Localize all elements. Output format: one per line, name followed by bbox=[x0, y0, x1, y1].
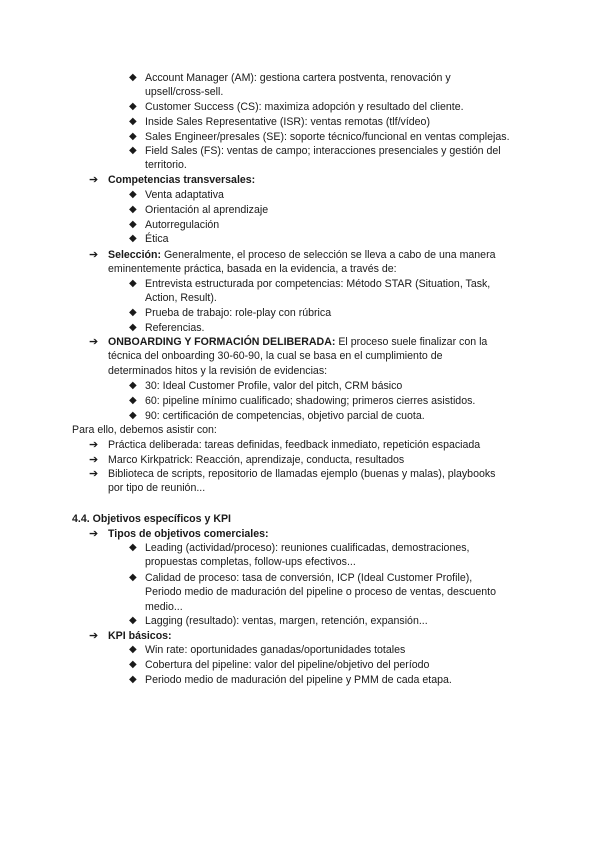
list-item: Customer Success (CS): maximiza adopción y resultado del cliente. bbox=[145, 101, 464, 113]
bullet-diamond-icon: ◆ bbox=[129, 615, 137, 626]
bullet-arrow-icon: ➔ bbox=[89, 630, 99, 642]
list-item: Autorregulación bbox=[145, 219, 220, 231]
bullet-diamond-icon: ◆ bbox=[129, 307, 137, 318]
list-item: Marco Kirkpatrick: Reacción, aprendizaje, conducta, resultados bbox=[108, 454, 405, 466]
list-item: Venta adaptativa bbox=[145, 189, 224, 201]
bullet-diamond-icon: ◆ bbox=[129, 278, 137, 289]
list-item: Periodo medio de maduración del pipeline y PMM de cada etapa. bbox=[145, 674, 452, 686]
bullet-arrow-icon: ➔ bbox=[89, 174, 99, 186]
list-item: 30: Ideal Customer Profile, valor del pitch, CRM básico bbox=[145, 380, 403, 392]
list-item: Account Manager (AM): gestiona cartera postventa, renovación y upsell/cross-sell. bbox=[145, 72, 451, 99]
competencias-title: Competencias transversales: bbox=[108, 174, 256, 186]
bullet-arrow-icon: ➔ bbox=[89, 454, 99, 466]
bullet-diamond-icon: ◆ bbox=[129, 72, 137, 83]
para-ello-intro: Para ello, debemos asistir con: bbox=[72, 424, 217, 436]
list-item: Sales Engineer/presales (SE): soporte técnico/funcional en ventas complejas. bbox=[145, 131, 510, 143]
bullet-diamond-icon: ◆ bbox=[129, 145, 137, 156]
bullet-diamond-icon: ◆ bbox=[129, 542, 137, 553]
tipos-title: Tipos de objetivos comerciales: bbox=[108, 528, 269, 540]
bullet-diamond-icon: ◆ bbox=[129, 410, 137, 421]
bullet-diamond-icon: ◆ bbox=[129, 219, 137, 230]
bullet-arrow-icon: ➔ bbox=[89, 249, 99, 261]
list-item: Inside Sales Representative (ISR): ventas remotas (tlf/vídeo) bbox=[145, 116, 430, 128]
bullet-diamond-icon: ◆ bbox=[129, 572, 137, 583]
bullet-diamond-icon: ◆ bbox=[129, 189, 137, 200]
bullet-arrow-icon: ➔ bbox=[89, 528, 99, 540]
list-item: 90: certificación de competencias, objetivo parcial de cuota. bbox=[145, 410, 425, 422]
bullet-diamond-icon: ◆ bbox=[129, 204, 137, 215]
list-item: Práctica deliberada: tareas definidas, feedback inmediato, repetición espaciada bbox=[108, 439, 481, 451]
bullet-diamond-icon: ◆ bbox=[129, 674, 137, 685]
bullet-diamond-icon: ◆ bbox=[129, 659, 137, 670]
list-item: Field Sales (FS): ventas de campo; interacciones presenciales y gestión del territorio. bbox=[145, 145, 501, 172]
list-item: Referencias. bbox=[145, 322, 205, 334]
bullet-arrow-icon: ➔ bbox=[89, 336, 99, 348]
list-item: Calidad de proceso: tasa de conversión, ICP (Ideal Customer Profile), Periodo medio de maduración del pipeline o proceso de ventas, descuento medio... bbox=[145, 572, 497, 613]
bullet-diamond-icon: ◆ bbox=[129, 131, 137, 142]
list-item: Orientación al aprendizaje bbox=[145, 204, 269, 216]
list-item: Cobertura del pipeline: valor del pipeline/objetivo del período bbox=[145, 659, 430, 671]
bullet-diamond-icon: ◆ bbox=[129, 380, 137, 391]
bullet-diamond-icon: ◆ bbox=[129, 233, 137, 244]
bullet-diamond-icon: ◆ bbox=[129, 322, 137, 333]
seleccion-paragraph: Selección: Generalmente, el proceso de selección se lleva a cabo de una manera eminentemente práctica, basada en la evidencia, a través de: bbox=[108, 249, 496, 276]
list-item: Lagging (resultado): ventas, margen, retención, expansión... bbox=[145, 615, 428, 627]
list-item: Entrevista estructurada por competencias: Método STAR (Situation, Task, Action, Result). bbox=[145, 278, 491, 305]
bullet-arrow-icon: ➔ bbox=[89, 468, 99, 480]
bullet-diamond-icon: ◆ bbox=[129, 116, 137, 127]
bullet-diamond-icon: ◆ bbox=[129, 395, 137, 406]
list-item: Win rate: oportunidades ganadas/oportunidades totales bbox=[145, 644, 406, 656]
kpi-title: KPI básicos: bbox=[108, 630, 172, 642]
list-item: 60: pipeline mínimo cualificado; shadowing; primeros cierres asistidos. bbox=[145, 395, 476, 407]
onboarding-paragraph: ONBOARDING Y FORMACIÓN DELIBERADA: El proceso suele finalizar con la técnica del onboarding 30-60-90, la cual se basa en el cumplimiento de determinados hitos y la revisión de evidencias: bbox=[108, 336, 488, 377]
list-item: Ética bbox=[145, 233, 169, 245]
list-item: Leading (actividad/proceso): reuniones cualificadas, demostraciones, propuestas completas, follow-ups efectivos... bbox=[145, 542, 470, 569]
bullet-diamond-icon: ◆ bbox=[129, 644, 137, 655]
list-item: Prueba de trabajo: role-play con rúbrica bbox=[145, 307, 332, 319]
list-item: Biblioteca de scripts, repositorio de llamadas ejemplo (buenas y malas), playbooks por tipo de reunión... bbox=[108, 468, 496, 495]
section-heading: 4.4. Objetivos específicos y KPI bbox=[72, 513, 231, 525]
bullet-arrow-icon: ➔ bbox=[89, 439, 99, 451]
bullet-diamond-icon: ◆ bbox=[129, 101, 137, 112]
